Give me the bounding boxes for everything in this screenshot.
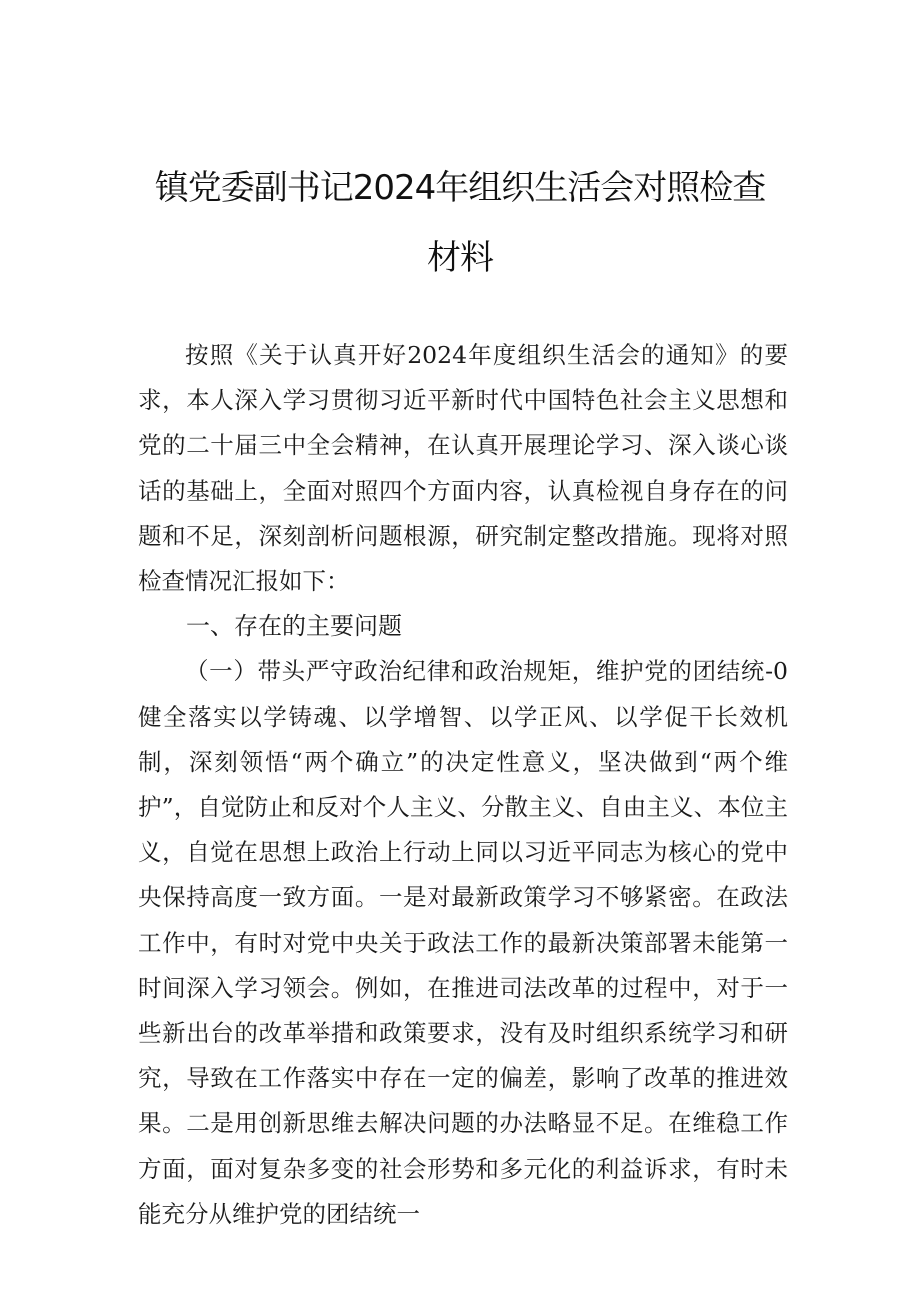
section-heading-1: 一、存在的主要问题 [186, 612, 402, 641]
document-title-line-1: 镇党委副书记2024年组织生活会对照检查 [154, 168, 766, 208]
document-title-line-2: 材料 [427, 238, 493, 278]
intro-paragraph: 按照《关于认真开好2024年度组织生活会的通知》的要求，本人深入学习贯彻习近平新时代中国特色社会主义思想和党的二十届三中全会精神，在认真开展理论学习、深入谈心谈话的基础上，全面对照四个方面内容，认真检视自身存在的问题和不足，深刻剖析问题根源，研究制定整改措施。现将对照检查情况汇报如下： [138, 341, 788, 596]
document-body [138, 333, 788, 1237]
subsection-paragraph-1: （一）带头严守政治纪律和政治规矩，维护党的团结统-0健全落实以学铸魂、以学增智、以学正风、以学促干长效机制，深刻领悟“两个确立”的决定性意义，坚决做到“两个维护”，自觉防止和反对个人主义、分散主义、自由主义、本位主义，自觉在思想上政治上行动上同以习近平同志为核心的党中央保持高度一致方面。一是对最新政策学习不够紧密。在政法工作中，有时对党中央关于政法工作的最新决策部署未能第一时间深入学习领会。例如，在推进司法改革的过程中，对于一些新出台的改革举措和政策要求，没有及时组织系统学习和研究，导致在工作落实中存在一定的偏差，影响了改革的推进效果。二是用创新思维去解决问题的办法略显不足。在维稳工作方面，面对复杂多变的社会形势和多元化的利益诉求，有时未能充分从维护党的团结统一 [138, 657, 788, 1228]
